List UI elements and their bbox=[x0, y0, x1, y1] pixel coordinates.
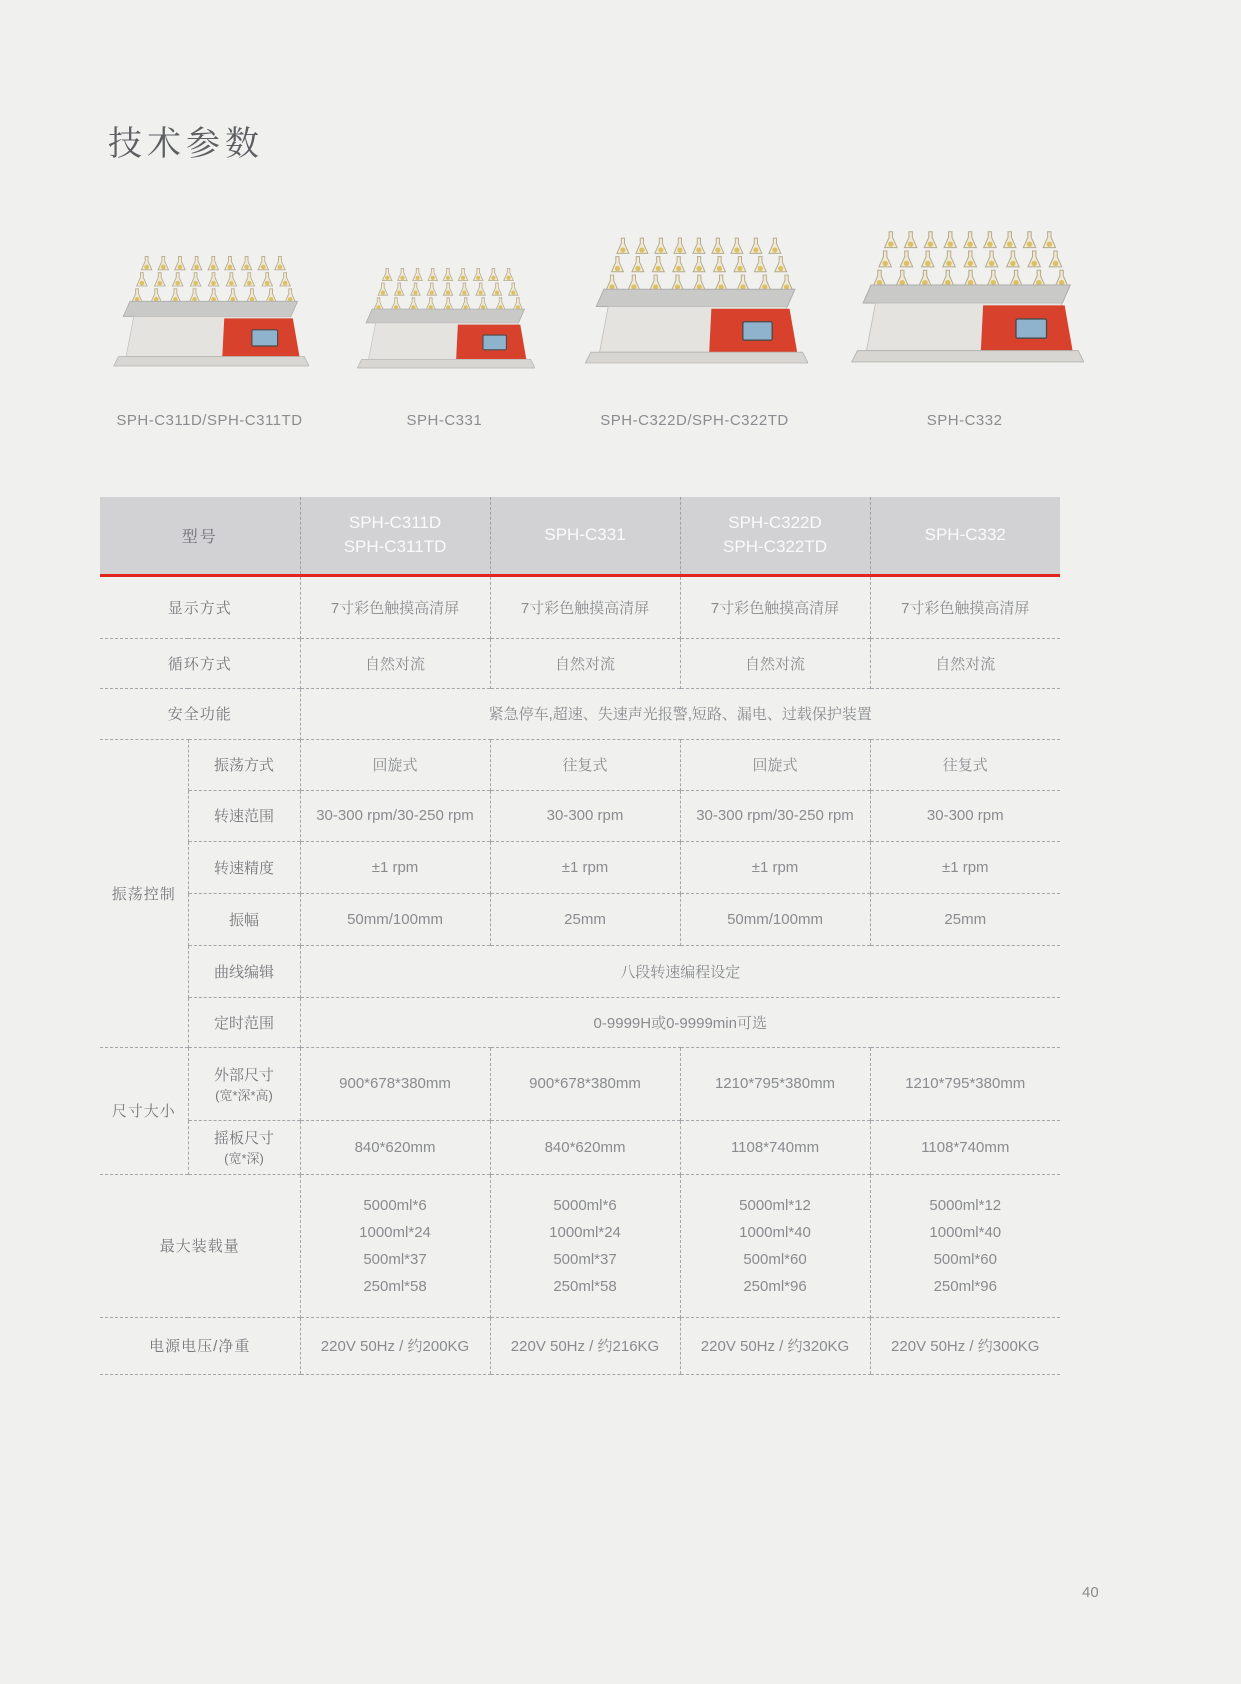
cell: 840*620mm bbox=[300, 1120, 490, 1174]
cell: 7寸彩色触摸高清屏 bbox=[870, 575, 1060, 638]
load-line: 5000ml*12 bbox=[739, 1196, 811, 1214]
row-label: 转速精度 bbox=[188, 841, 300, 893]
cell: 900*678*380mm bbox=[300, 1047, 490, 1120]
load-line: 1000ml*40 bbox=[739, 1223, 811, 1241]
shaker-illustration bbox=[580, 224, 808, 388]
cell: 220V 50Hz / 约320KG bbox=[680, 1317, 870, 1374]
row-tray-size bbox=[100, 1120, 1060, 1174]
row-speed-range bbox=[100, 790, 1060, 841]
cell-span: 0-9999H或0-9999min可选 bbox=[300, 997, 1060, 1047]
cell: 1108*740mm bbox=[680, 1120, 870, 1174]
cell: ±1 rpm bbox=[490, 841, 680, 893]
cell: 1210*795*380mm bbox=[870, 1047, 1060, 1120]
model-name: SPH-C331 bbox=[544, 524, 626, 544]
row-power-weight bbox=[100, 1317, 1060, 1374]
product-card bbox=[92, 188, 327, 429]
shaker-photo bbox=[109, 188, 309, 388]
row-label bbox=[188, 1047, 300, 1120]
row-label: 定时范围 bbox=[188, 997, 300, 1047]
label-note: (宽*深*高) bbox=[215, 1087, 273, 1103]
row-outer-size bbox=[100, 1047, 1060, 1120]
row-label: 安全功能 bbox=[100, 688, 300, 739]
load-line: 5000ml*12 bbox=[929, 1196, 1002, 1214]
group-label-oscillation: 振荡控制 bbox=[100, 739, 188, 1047]
label-note: (宽*深) bbox=[224, 1151, 264, 1166]
row-amplitude bbox=[100, 893, 1060, 945]
load-line: 1000ml*40 bbox=[929, 1223, 1002, 1241]
product-card bbox=[827, 188, 1102, 429]
cell: 1210*795*380mm bbox=[680, 1047, 870, 1120]
cell: 回旋式 bbox=[680, 739, 870, 790]
cell: 25mm bbox=[490, 893, 680, 945]
model-header bbox=[870, 497, 1060, 575]
load-line: 500ml*37 bbox=[363, 1250, 427, 1268]
cell: 220V 50Hz / 约200KG bbox=[300, 1317, 490, 1374]
load-line: 1000ml*24 bbox=[549, 1223, 621, 1241]
product-card bbox=[327, 188, 562, 429]
cell: 7寸彩色触摸高清屏 bbox=[490, 575, 680, 638]
product-caption: SPH-C331 bbox=[406, 412, 483, 429]
row-label: 振幅 bbox=[188, 893, 300, 945]
shaker-illustration bbox=[846, 217, 1084, 388]
shaker-photo bbox=[846, 188, 1084, 388]
cell: 220V 50Hz / 约216KG bbox=[490, 1317, 680, 1374]
model-name: SPH-C322D bbox=[728, 512, 822, 532]
cell: 30-300 rpm/30-250 rpm bbox=[680, 790, 870, 841]
row-label: 最大装载量 bbox=[100, 1174, 300, 1317]
product-caption: SPH-C311D/SPH-C311TD bbox=[116, 412, 303, 429]
product-gallery bbox=[92, 188, 1102, 429]
row-osc-mode bbox=[100, 739, 1060, 790]
shaker-photo bbox=[353, 188, 535, 388]
cell-span: 八段转速编程设定 bbox=[300, 945, 1060, 997]
cell: 50mm/100mm bbox=[680, 893, 870, 945]
cell bbox=[870, 1174, 1060, 1317]
page-number: 40 bbox=[1082, 1584, 1099, 1601]
row-timer-range bbox=[100, 997, 1060, 1047]
spec-table bbox=[100, 497, 1060, 1375]
product-caption: SPH-C322D/SPH-C322TD bbox=[600, 412, 789, 429]
row-label: 电源电压/净重 bbox=[100, 1317, 300, 1374]
cell: 往复式 bbox=[490, 739, 680, 790]
cell: 往复式 bbox=[870, 739, 1060, 790]
cell: 900*678*380mm bbox=[490, 1047, 680, 1120]
product-caption: SPH-C332 bbox=[926, 412, 1003, 429]
label-text: 摇板尺寸 bbox=[214, 1130, 275, 1147]
row-label: 循环方式 bbox=[100, 638, 300, 688]
table-header-row bbox=[100, 497, 1060, 575]
load-line: 250ml*58 bbox=[363, 1277, 427, 1295]
model-name: SPH-C332 bbox=[924, 524, 1006, 544]
spec-table-wrapper bbox=[100, 497, 1060, 1375]
model-header-label: 型号 bbox=[100, 497, 300, 575]
cell: ±1 rpm bbox=[870, 841, 1060, 893]
group-label-size: 尺寸大小 bbox=[100, 1047, 188, 1174]
cell: 220V 50Hz / 约300KG bbox=[870, 1317, 1060, 1374]
row-label: 显示方式 bbox=[167, 599, 232, 617]
cell bbox=[300, 1174, 490, 1317]
cell bbox=[680, 1174, 870, 1317]
cell: ±1 rpm bbox=[680, 841, 870, 893]
model-name: SPH-C311D bbox=[348, 512, 442, 532]
cell: 自然对流 bbox=[490, 638, 680, 688]
page-title: 技术参数 bbox=[108, 125, 264, 163]
load-line: 5000ml*6 bbox=[363, 1196, 427, 1214]
model-name: SPH-C311TD bbox=[343, 537, 447, 557]
cell bbox=[490, 1174, 680, 1317]
cell: 50mm/100mm bbox=[300, 893, 490, 945]
cell: ±1 rpm bbox=[300, 841, 490, 893]
load-line: 1000ml*24 bbox=[359, 1223, 431, 1241]
cell: 1108*740mm bbox=[870, 1120, 1060, 1174]
load-line: 250ml*96 bbox=[743, 1277, 807, 1295]
load-line: 500ml*60 bbox=[743, 1250, 807, 1268]
label-text: 外部尺寸 bbox=[214, 1066, 275, 1084]
load-line: 5000ml*6 bbox=[553, 1196, 617, 1214]
load-line: 250ml*58 bbox=[553, 1277, 617, 1295]
row-label: 转速范围 bbox=[188, 790, 300, 841]
cell: 30-300 rpm/30-250 rpm bbox=[300, 790, 490, 841]
row-max-load bbox=[100, 1174, 1060, 1317]
load-line: 250ml*96 bbox=[933, 1277, 997, 1295]
cell: 自然对流 bbox=[680, 638, 870, 688]
shaker-illustration bbox=[353, 257, 535, 388]
model-name: SPH-C322TD bbox=[723, 537, 827, 557]
cell: 840*620mm bbox=[490, 1120, 680, 1174]
row-circulation bbox=[100, 638, 1060, 688]
row-label: 振荡方式 bbox=[188, 739, 300, 790]
cell: 30-300 rpm bbox=[870, 790, 1060, 841]
row-speed-accuracy bbox=[100, 841, 1060, 893]
load-line: 500ml*37 bbox=[553, 1250, 617, 1268]
row-curve-edit bbox=[100, 945, 1060, 997]
cell: 自然对流 bbox=[870, 638, 1060, 688]
shaker-illustration bbox=[109, 244, 309, 388]
row-safety bbox=[100, 688, 1060, 739]
product-card bbox=[562, 188, 827, 429]
cell: 7寸彩色触摸高清屏 bbox=[680, 575, 870, 638]
cell: 25mm bbox=[870, 893, 1060, 945]
shaker-photo bbox=[580, 188, 808, 388]
model-header bbox=[680, 497, 870, 575]
cell-span: 紧急停车,超速、失速声光报警,短路、漏电、过载保护装置 bbox=[300, 688, 1060, 739]
cell: 7寸彩色触摸高清屏 bbox=[300, 575, 490, 638]
model-header bbox=[300, 497, 490, 575]
load-line: 500ml*60 bbox=[933, 1250, 997, 1268]
model-header bbox=[490, 497, 680, 575]
row-display-mode bbox=[100, 575, 1060, 638]
row-label: 曲线编辑 bbox=[188, 945, 300, 997]
row-label bbox=[188, 1120, 300, 1174]
cell: 自然对流 bbox=[300, 638, 490, 688]
cell: 30-300 rpm bbox=[490, 790, 680, 841]
cell: 回旋式 bbox=[300, 739, 490, 790]
